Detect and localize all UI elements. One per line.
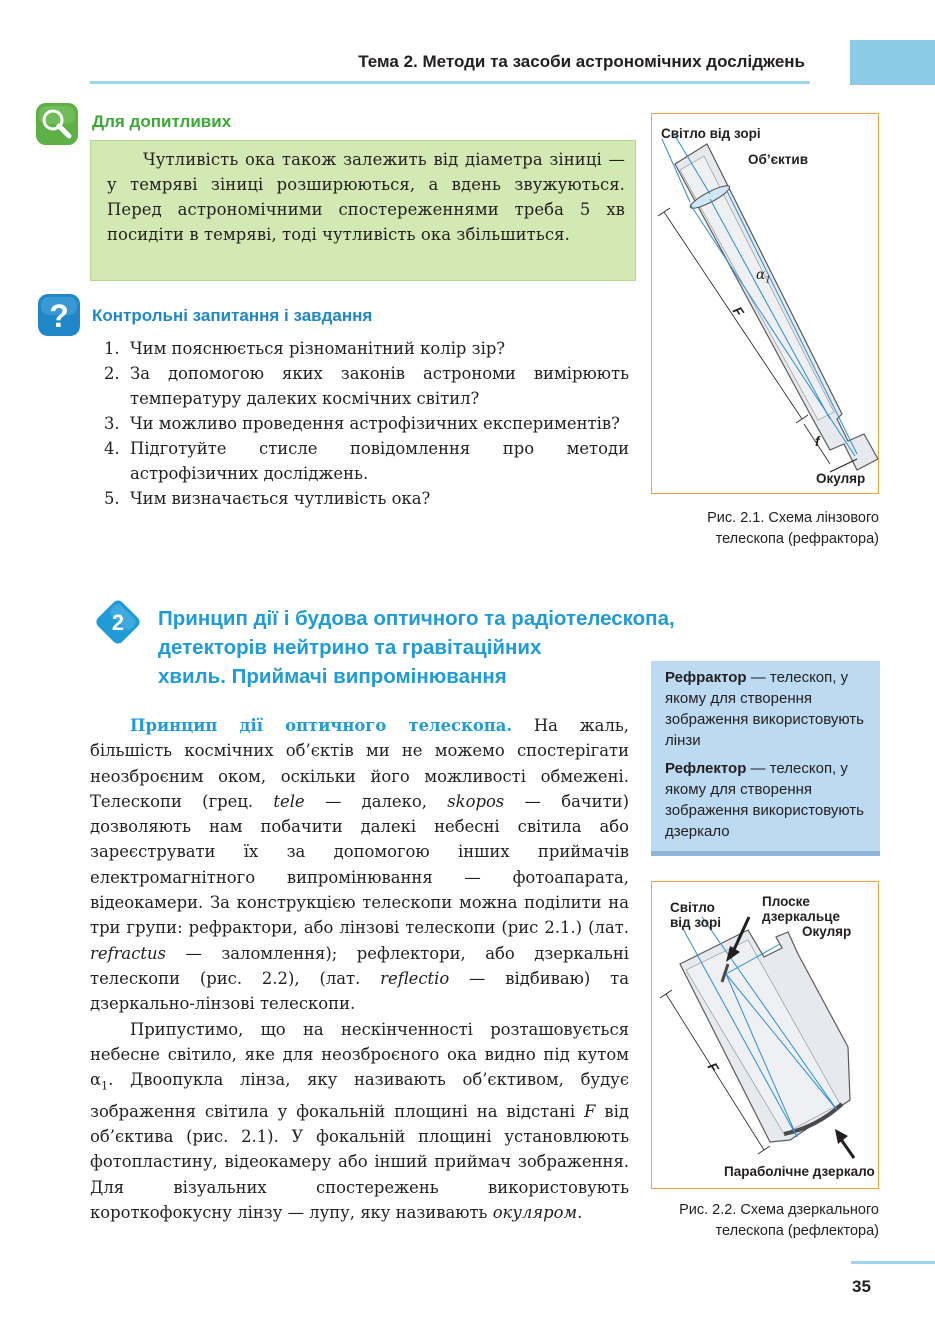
list-item — [104, 361, 629, 411]
body-paragraph-1: Принцип дії оптичного телескопа. На жаль, більшість космічних об’єктів ми не можемо спостерігати неозброєним оком, оскільки його можливості обмежені. Телескопи (грец. tele — далеко, skopos — бачити) дозволяють нам побачити далекі небесні світила або зареєструвати їх за допомогою інших приймачів електромагнітного випромінювання — фотоапарата, відеокамери. За конструкцією телескопи можна поділити на три групи: рефрактори, або лінзові телескопи (рис 2.1.) (лат. refractus — заломлення); рефлектори, або дзеркальні телескопи (рис. 2.2), (лат. reflectio — відбиваю) та дзеркально-лінзові телескопи. — [90, 716, 629, 1014]
question-text: За допомогою яких законів астрономи вимірюють температуру далеких космічних світил? — [130, 364, 629, 408]
fig1-label-light: Світло від зорі — [661, 126, 761, 141]
question-text: Чим визначається чутливість ока? — [130, 489, 431, 508]
question-text: Підготуйте стисле повідомлення про методи астрофізичних досліджень. — [130, 439, 629, 483]
fig2-label-parabolic-mirror: Параболічне дзеркало — [724, 1164, 875, 1179]
fig2-label-F: F — [704, 1060, 722, 1075]
fig2-label-flat-mirror: Плоске дзеркальце — [762, 894, 840, 924]
footer-divider — [851, 1261, 935, 1264]
body-text — [90, 713, 629, 1225]
definition-reflector: Рефлектор — телескоп, у якому для створення зображення використовують дзеркало — [665, 760, 864, 840]
refractor-diagram — [652, 114, 880, 495]
definition-refractor: Рефрактор — телескоп, у якому для створення зображення використовують лінзи — [665, 669, 864, 749]
questions-heading: Контрольні запитання і завдання — [92, 306, 373, 325]
section-number-icon — [93, 597, 143, 647]
reflector-figure — [651, 881, 879, 1189]
definitions-box — [651, 661, 880, 856]
question-number: 4. — [104, 439, 120, 458]
curious-text: Чутливість ока також залежить від діаметра зіниці — у темряві зіниці розширюються, а вдень звужуються. Перед астрономічними спостереженнями треба 5 хв посидіти в темряві, тоді чутливість ока збільшиться. — [107, 150, 625, 244]
list-item — [104, 336, 629, 361]
refractor-figure — [651, 113, 879, 494]
list-item — [104, 436, 629, 486]
header-divider — [90, 81, 810, 84]
question-number: 2. — [104, 364, 120, 383]
fig2-label-light: Світло від зорі — [670, 900, 721, 930]
fig1-label-eyepiece: Окуляр — [816, 471, 866, 486]
magnifier-icon — [36, 103, 78, 145]
question-icon — [38, 294, 80, 336]
question-text: Чим пояснюється різноманітний колір зір? — [130, 339, 506, 358]
page-number: 35 — [852, 1277, 871, 1296]
question-number: 5. — [104, 489, 120, 508]
question-number: 3. — [104, 414, 120, 433]
list-item — [104, 486, 629, 511]
curious-heading: Для допитливих — [92, 112, 232, 131]
svg-text:2: 2 — [111, 610, 125, 635]
fig1-label-objective: Об’єктив — [748, 152, 809, 167]
header-tab-decoration — [850, 40, 935, 85]
section-title: Принцип дії і будова оптичного та радіотелескопа, детекторів нейтрино та гравітаційних хвиль. Приймачі випромінювання — [158, 607, 675, 688]
body-paragraph-2: Припустимо, що на нескінченності розташовується небесне світило, яке для неозброєного ока видно під кутом $\alpha_1$. Двоопукла лінза, яку називають об’єктивом, будує зображення світила у фокальній площині на відстані F від об’єктива (рис. 2.1). У фокальній площині установлюють фотопластину, відеокамеру або інший приймач зображення. Для візуальних спостережень використовують короткофокусну лінзу — лупу, яку називають окуляром. — [90, 1019, 629, 1222]
fig1-label-alpha: $\alpha_1$ — [756, 267, 771, 286]
fig1-label-F: F — [729, 303, 747, 320]
figure2-caption: Рис. 2.2. Схема дзеркального телескопа (рефлектора) — [679, 1202, 879, 1239]
questions-list — [104, 336, 629, 511]
list-item — [104, 411, 629, 436]
svg-text:?: ? — [49, 298, 69, 334]
question-number: 1. — [104, 339, 120, 358]
figure1-caption: Рис. 2.1. Схема лінзового телескопа (рефрактора) — [707, 510, 879, 547]
question-text: Чи можливо проведення астрофізичних експериментів? — [130, 414, 620, 433]
chapter-title: Тема 2. Методи та засоби астрономічних досліджень — [358, 52, 805, 71]
fig1-label-f: f — [815, 434, 820, 449]
curious-box — [90, 140, 636, 281]
fig2-label-eyepiece: Окуляр — [802, 924, 852, 939]
